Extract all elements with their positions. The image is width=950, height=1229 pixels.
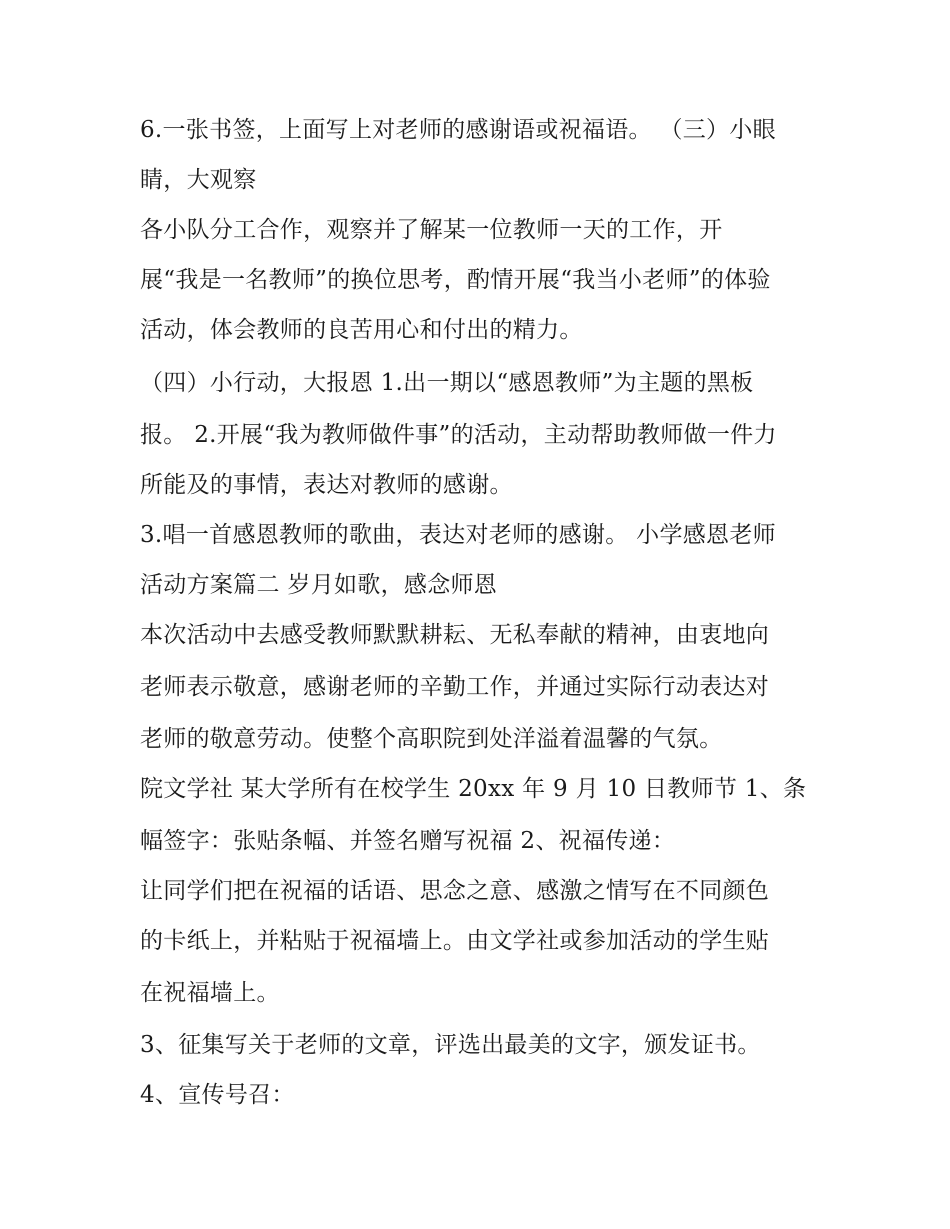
text-line-11: 本次活动中去感受教师默默耕耘、无私奉献的精神，由衷地向 bbox=[140, 622, 770, 648]
text-line-12: 老师表示敬意，感谢老师的辛勤工作，并通过实际行动表达对 bbox=[140, 674, 770, 700]
text-line-15: 幅签字：张贴条幅、并签名赠写祝福 2、祝福传递： bbox=[140, 828, 676, 854]
text-line-17: 的卡纸上，并粘贴于祝福墙上。由文学社或参加活动的学生贴 bbox=[140, 928, 770, 954]
text-line-8: 所能及的事情，表达对教师的感谢。 bbox=[140, 472, 513, 498]
text-line-6: （四）小行动，大报恩 1.出一期以“感恩教师”为主题的黑板 bbox=[140, 370, 754, 396]
text-line-3: 各小队分工合作，观察并了解某一位教师一天的工作，开 bbox=[140, 217, 723, 243]
text-line-1: 6.一张书签，上面写上对老师的感谢语或祝福语。 （三）小眼 bbox=[140, 117, 776, 143]
text-line-10: 活动方案篇二 岁月如歌，感念师恩 bbox=[140, 572, 498, 598]
text-line-16: 让同学们把在祝福的话语、思念之意、感激之情写在不同颜色 bbox=[140, 878, 770, 904]
text-line-20: 4、宣传号召： bbox=[140, 1082, 295, 1108]
text-line-2: 睛，大观察 bbox=[140, 167, 257, 193]
text-line-7: 报。 2.开展“我为教师做件事”的活动，主动帮助教师做一件力 bbox=[140, 422, 777, 448]
text-line-9: 3.唱一首感恩教师的歌曲，表达对老师的感谢。 小学感恩老师 bbox=[140, 522, 776, 548]
text-line-18: 在祝福墙上。 bbox=[140, 980, 280, 1006]
text-line-13: 老师的敬意劳动。使整个高职院到处洋溢着温馨的气氛。 bbox=[140, 726, 723, 752]
text-line-19: 3、征集写关于老师的文章，评选出最美的文字，颁发证书。 bbox=[140, 1032, 761, 1058]
text-line-4: 展“我是一名教师”的换位思考，酌情开展“我当小老师”的体验 bbox=[140, 267, 771, 293]
text-line-5: 活动，体会教师的良苦用心和付出的精力。 bbox=[140, 317, 583, 343]
text-line-14: 院文学社 某大学所有在校学生 20xx 年 9 月 10 日教师节 1、条 bbox=[140, 776, 807, 802]
